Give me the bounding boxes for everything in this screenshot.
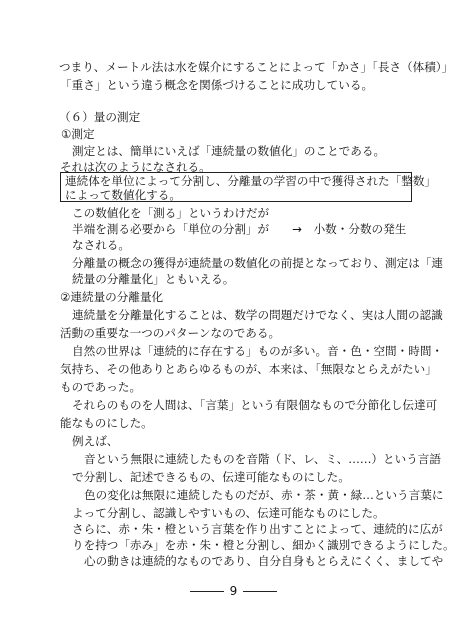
text-line-23: 音という無限に連続したものを音階（ド、レ、ミ、……）という言語 (84, 452, 441, 466)
text-line-5: 測定とは、簡単にいえば「連続量の数値化」のことである。 (72, 144, 386, 158)
page-footer (0, 584, 467, 598)
text-line-9: この数値化を「測る」というわけだが (72, 206, 270, 220)
text-line-18: 気持ち、その他ありとあらゆるものが、本来は、「無限なとらえがたい」 (60, 362, 437, 376)
text-line-20: それらのものを人間は、「言葉」という有限個なもので分節化し伝達可 (72, 398, 438, 412)
section-heading: （６）量の測定 (59, 110, 141, 124)
text-line-6: それは次のようになされる。 (60, 160, 211, 174)
text-line-16: 活動の重要な一つのパターンなのである。 (60, 326, 281, 340)
text-line-24: で分割し、記述できるもの、伝達可能なものにした。 (72, 470, 350, 484)
text-line-17: 自然の世界は「連続的に存在する」ものが多い。音・色・空間・時間・ (72, 344, 444, 358)
subsection-heading-quantization: ②連続量の分離量化 (60, 290, 164, 304)
text-line-28: りを持つ「赤み」を赤・朱・橙と分割し、細かく識別できるようにした。 (72, 538, 455, 552)
text-line-13: 続量の分離量化」ともいえる。 (72, 272, 235, 286)
text-line-15: 連続量を分離量化することは、数学の問題だけでなく、実は人間の認識 (72, 308, 443, 322)
text-line-10: 半端を測る必要から「単位の分割」が → 小数・分数の発生 (72, 222, 407, 236)
page-number: 9 (229, 584, 238, 598)
subsection-heading-measurement: ①測定 (61, 127, 95, 141)
text-line-21: 能なものにした。 (60, 416, 153, 430)
text-line-2: 「重さ」という違う概念を関係づけることに成功している。 (60, 78, 374, 92)
footer-rule-left (190, 591, 224, 592)
boxed-text-line-1: 連続体を単位によって分割し、分離量の学習の中で獲得された「整数」 (65, 174, 437, 188)
text-line-25: 色の変化は無限に連続したものだが、赤・茶・黄・緑…という言葉に (84, 488, 444, 502)
footer-rule-right (243, 591, 277, 592)
text-line-11: なされる。 (72, 238, 130, 252)
text-line-19: ものであった。 (60, 380, 142, 394)
text-line-22: 例えば、 (72, 434, 119, 448)
text-line-29: 心の動きは連続的なものであり、自分自身もとらえにくく、ましてや (84, 554, 444, 568)
boxed-text-line-2: によって数値化する。 (65, 188, 181, 202)
text-line-26: よって分割し、認識しやすいもの、伝達可能なものにした。 (72, 506, 385, 520)
text-line-12: 分離量の概念の獲得が連続量の数値化の前提となっており、測定は「連 (72, 256, 444, 270)
text-line-27: さらに、赤・朱・橙という言葉を作り出すことによって、連続的に広が (72, 522, 443, 536)
text-line-1: つまり、メートル法は水を媒介にすることによって「かさ」「長さ（体積）」 (59, 60, 454, 74)
